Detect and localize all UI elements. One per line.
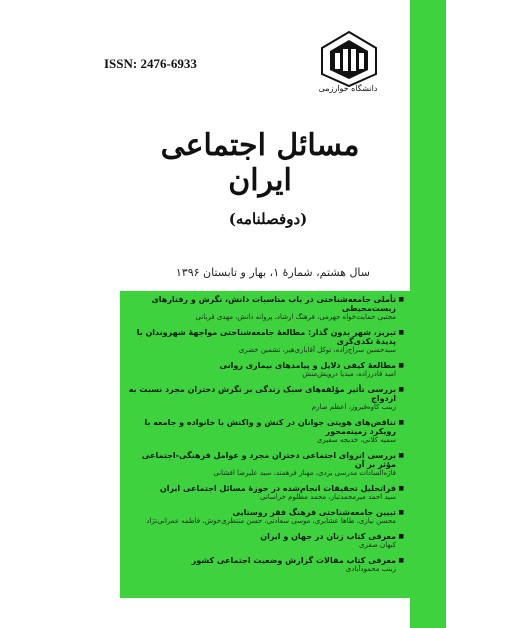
journal-title: مسائل اجتماعی ایران <box>160 128 360 198</box>
article-item <box>126 361 404 379</box>
table-of-contents <box>120 291 410 598</box>
article-title: ■ معرفی کتاب مقالات گزارش وضعیت اجتماعی کشور <box>126 556 404 565</box>
university-name: دانشگاه خوارزمی <box>318 84 378 93</box>
issue-info: سال هشتم، شمارۀ ۱، بهار و تابستان ۱۳۹۶ <box>175 266 370 279</box>
article-authors: مجتبی حمایت‌خواه جهرمی، فرهنگ ارشاد، پروانه دانش، مهدی قربانی <box>195 313 396 321</box>
article-authors: امید قادرزاده، میدیا درویش‌منش <box>302 370 396 378</box>
article-item <box>126 556 404 574</box>
article-authors: محسن نیازی، طاها عشایری، موسی سعادتی، حسن منتظری‌خوش، فاطمه عمرانی‌تژاد <box>146 517 396 525</box>
article-authors: زینب کاوه‌فیروز، اعظم صارم <box>311 403 396 411</box>
article-title: ■ تبیین جامعه‌شناختی فرهنگ فقر روستایی <box>126 508 404 517</box>
article-item <box>126 484 404 502</box>
article-title: ■ بررسی انزوای اجتماعی دختران مجرد و عوامل فرهنگی-اجتماعی مؤثر بر آن <box>126 451 404 469</box>
article-item <box>126 418 404 445</box>
university-logo-icon <box>318 30 380 106</box>
issn-label: ISSN: 2476-6933 <box>104 56 197 71</box>
article-title: ■ بررسی تأثیر مؤلفه‌های سبک زندگی بر نگرش دختران مجرد نسبت به ازدواج <box>126 385 404 403</box>
article-title: ■ تناقض‌های هویتی جوانان در کنش و واکنش با خانواده و جامعه با رویکرد زمینه‌محور <box>126 418 404 436</box>
article-item <box>126 385 404 412</box>
article-item <box>126 328 404 355</box>
green-side-stripe <box>410 0 446 628</box>
article-item <box>126 532 404 550</box>
article-item <box>126 451 404 478</box>
article-title: ■ تأملی جامعه‌شناختی در باب مناسبات دانش، نگرش و رفتارهای زیست‌محیطی <box>126 295 404 313</box>
white-spine <box>446 0 517 628</box>
article-title: ■ تبریز، شهر بدون گذار: مطالعۀ جامعه‌شناختی مواجهۀ شهروندان با پدیدۀ تکدی‌گری <box>126 328 404 346</box>
article-authors: سمیه کلانی، خدیجه سفیری <box>316 436 396 444</box>
article-authors: سید احمد میرمحمدتبار، محمد مظلوم خراسانی <box>260 493 396 501</box>
article-authors: فاژه‌السادات مدرسی یزدی، مهناز فرهمند، سید علیرضا افشانی <box>213 469 396 477</box>
periodicity-label: (دوفصلنامه) <box>228 210 308 228</box>
article-item <box>126 508 404 526</box>
article-authors: کیهان صفری <box>359 541 396 549</box>
article-authors: سیدحسین سراج‌زاده، توکل آقایاری‌هیر، تشمین خضری <box>238 346 396 354</box>
article-title: ■ فراتحلیل تحقیقات انجام‌شده در حوزۀ مسائل اجتماعی ایران <box>126 484 404 493</box>
article-item <box>126 295 404 322</box>
article-title: ■ معرفی کتاب زنان در جهان و ایران <box>126 532 404 541</box>
article-title: ■ مطالعۀ کیفی دلایل و پیامدهای بیماری روانی <box>126 361 404 370</box>
article-authors: زینب محمودآبادی <box>345 565 396 573</box>
